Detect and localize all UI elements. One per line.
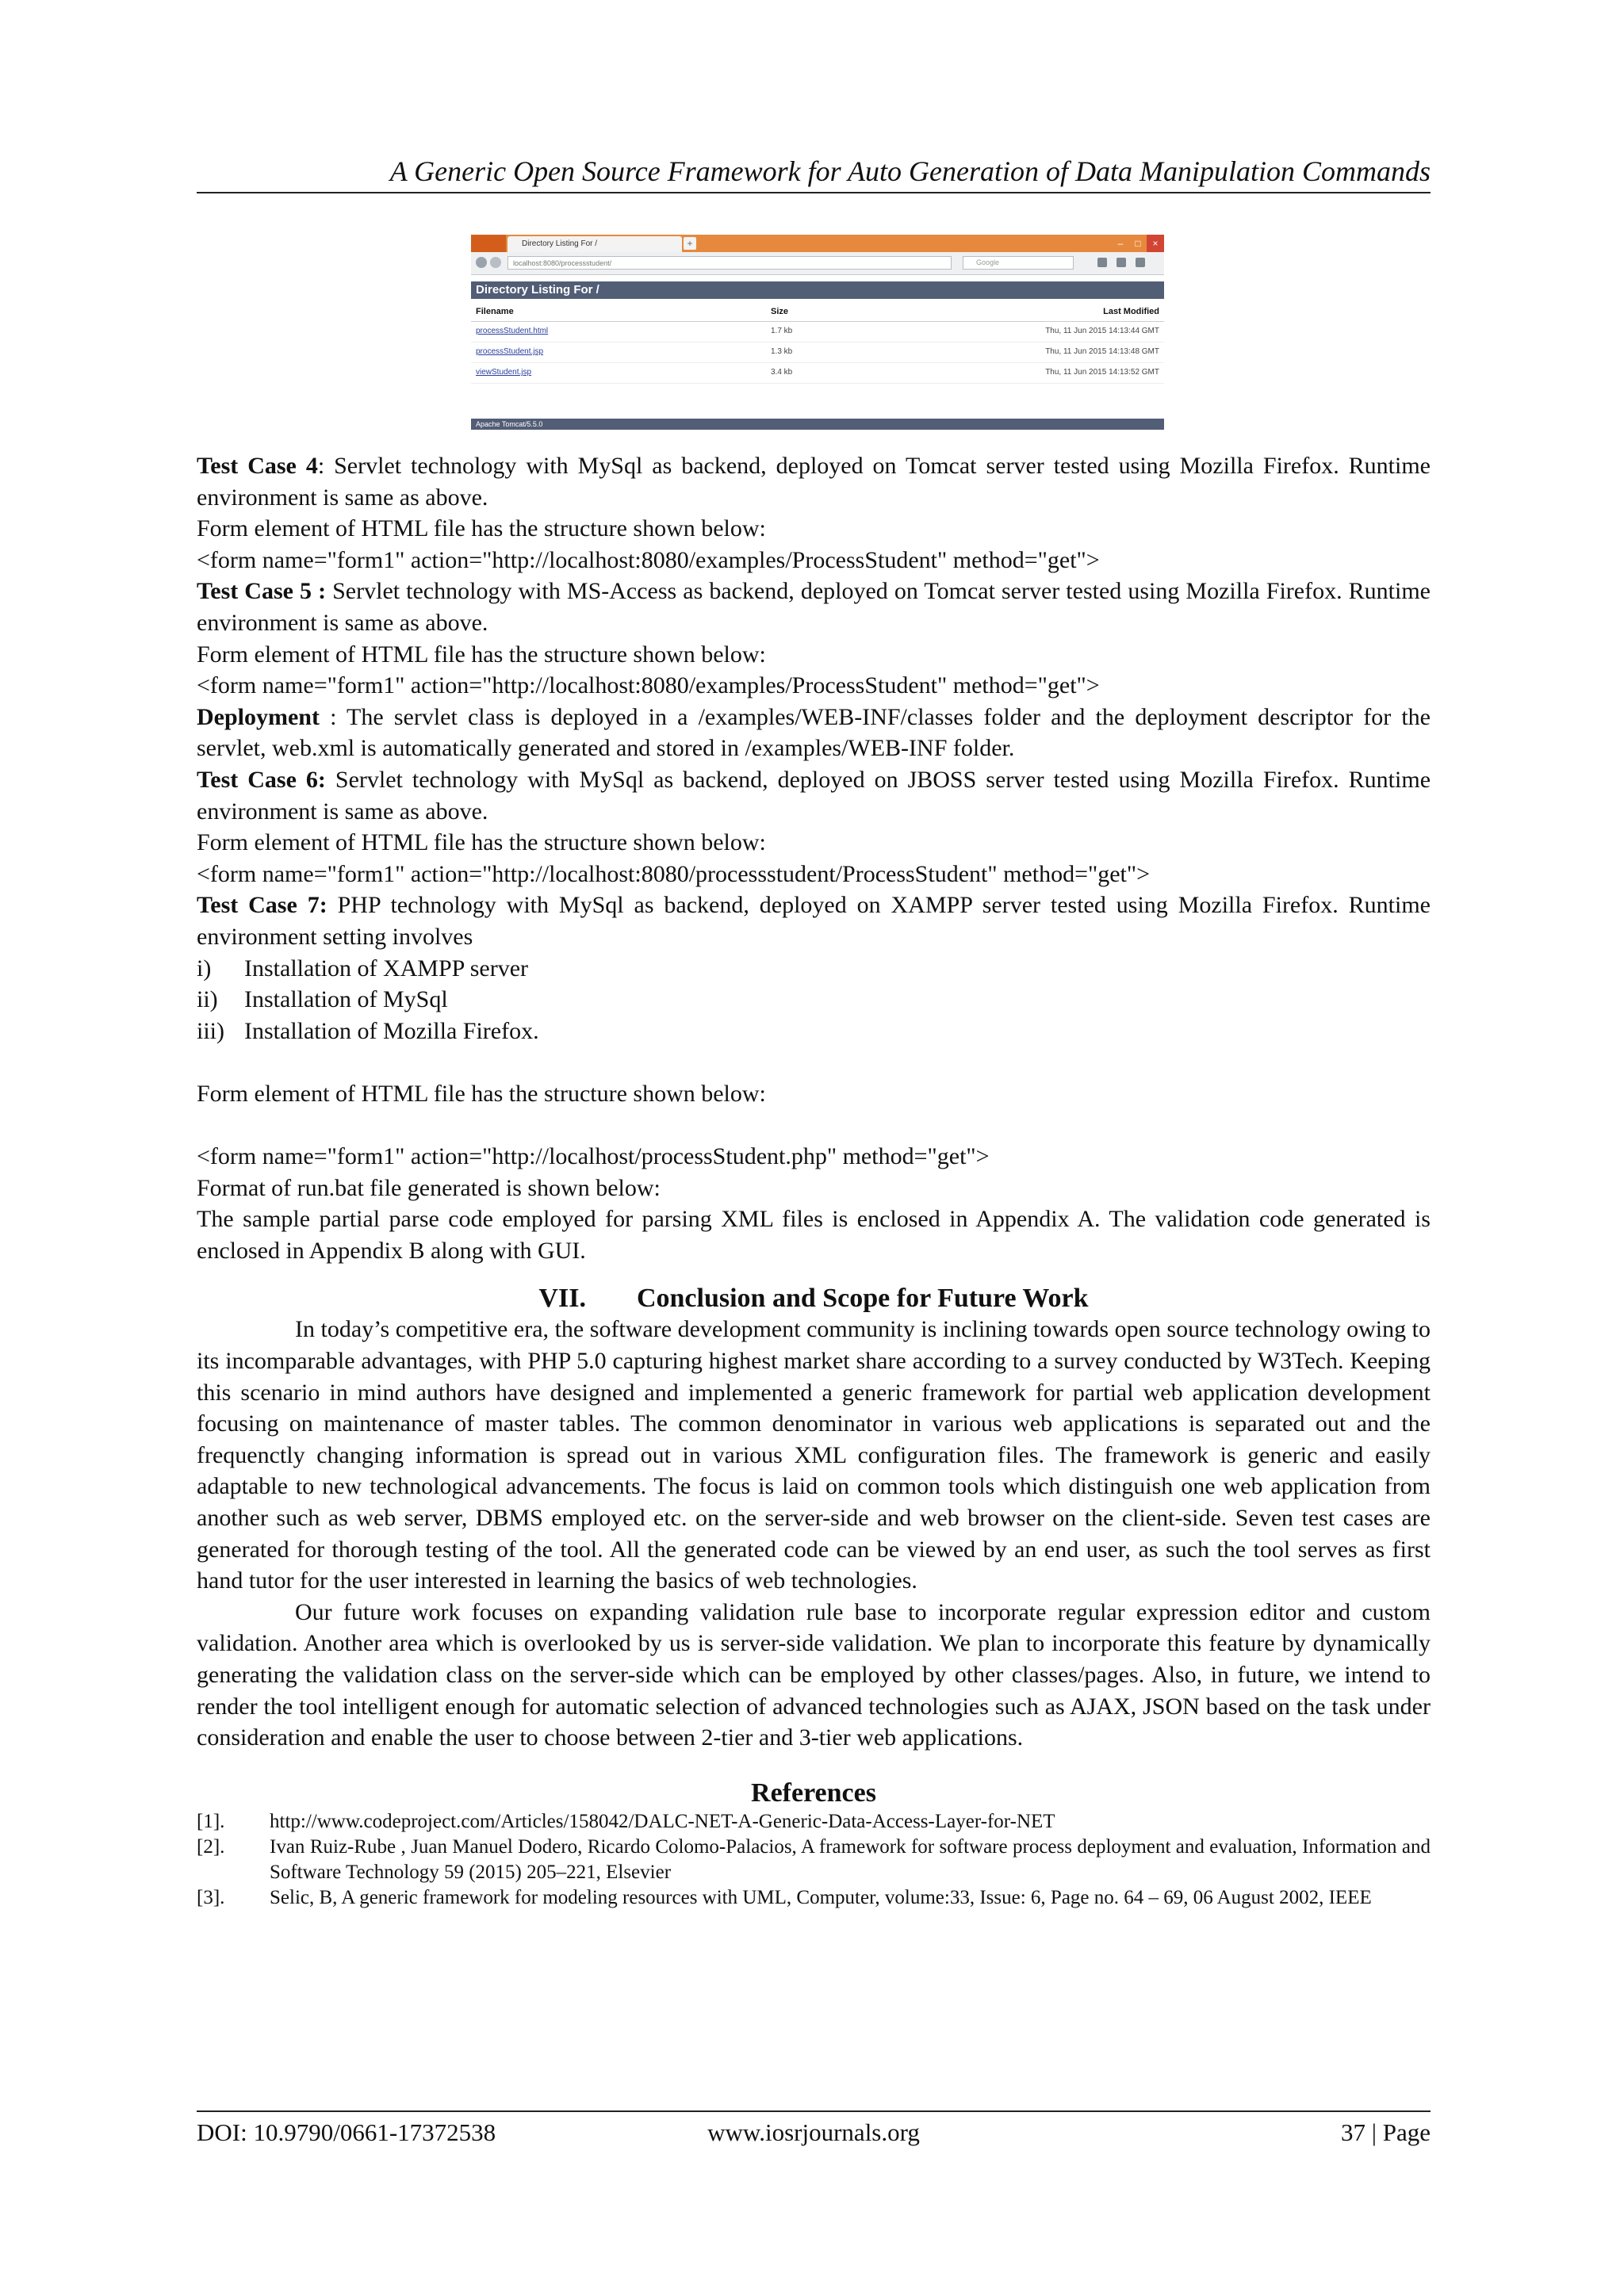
back-icon — [476, 257, 487, 268]
listing-heading: Directory Listing For / — [471, 281, 1164, 299]
footer-rule — [197, 2110, 1431, 2112]
test-case-7 — [197, 890, 1431, 952]
reference-item — [197, 1809, 1431, 1835]
reference-number: [3]. — [197, 1886, 225, 1908]
test-case-6-text: Servlet technology with MySql as backend, deployed on JBOSS server tested using Mozilla Firefox. Runtime environment is same as above. — [197, 766, 1431, 825]
bookmark-icon — [1136, 258, 1145, 267]
minimize-icon: – — [1117, 238, 1124, 249]
browser-navbar — [471, 252, 1164, 275]
maximize-icon: □ — [1135, 238, 1141, 249]
file-link: processStudent.html — [471, 322, 766, 342]
list-item-number: i) — [197, 955, 212, 982]
file-link: processStudent.jsp — [471, 342, 766, 363]
file-size: 1.3 kb — [766, 342, 934, 363]
deployment-label: Deployment — [197, 703, 320, 730]
file-modified: Thu, 11 Jun 2015 14:13:48 GMT — [934, 342, 1164, 363]
reference-text: Ivan Ruiz-Rube , Juan Manuel Dodero, Ricardo Colomo-Palacios, A framework for software process deployment and evaluation, Information and Software Technology 59 (2015) 205–221, Elsevier — [270, 1835, 1431, 1883]
spacer — [197, 1047, 1431, 1078]
form-structure-text: Form element of HTML file has the structure shown below: — [197, 1080, 766, 1107]
test-case-6-label: Test Case 6: — [197, 766, 326, 793]
conclusion-paragraph-1: In today’s competitive era, the software development community is inclining towards open source technology owing to its incomparable advantages, with PHP 5.0 capturing highest market share according to a survey conducted by W3Tech. Keeping this scenario in mind authors have designed and implemented a generic framework for partial web application development focusing on maintenance of master tables. The common denominator in various web applications is separated out and the frequenctly changing information is spread out in various XML configuration files. The framework is generic and easily adaptable to new technological advancements. The focus is laid on common tools which distinguish one web application from another such as web server, DBMS employed etc. on the server-side and web browser on the client-side. Seven test cases are generated for thorough testing of the tool. All the generated code can be viewed by an end user, as such the tool serves as first hand tutor for the user interested in learning the basics of web technologies. — [197, 1316, 1431, 1594]
table-row — [471, 342, 1164, 363]
file-modified: Thu, 11 Jun 2015 14:13:52 GMT — [934, 363, 1164, 384]
window-controls — [1112, 235, 1164, 252]
forward-icon — [490, 257, 501, 268]
column-header-last-modified: Last Modified — [934, 305, 1164, 322]
reference-number: [1]. — [197, 1810, 225, 1832]
search-icon — [1097, 258, 1107, 267]
page-number: 37 | Page — [1341, 2118, 1431, 2146]
list-item — [197, 953, 1431, 985]
form-code: <form name="form1" action="http://localhost:8080/processstudent/ProcessStudent" method="get"> — [197, 860, 1151, 887]
section-heading — [197, 1284, 1431, 1314]
deployment — [197, 702, 1431, 764]
list-item-text: Installation of XAMPP server — [244, 955, 529, 982]
list-item-text: Installation of MySql — [244, 986, 448, 1013]
reference-number: [2]. — [197, 1835, 225, 1858]
reference-text: http://www.codeproject.com/Articles/158042/DALC-NET-A-Generic-Data-Access-Layer-for-NET — [270, 1810, 1055, 1832]
search-placeholder: Google — [976, 258, 1000, 266]
deployment-text: : The servlet class is deployed in a /examples/WEB-INF/classes folder and the deployment descriptor for the servlet, web.xml is automatically generated and stored in /examples/WEB-INF folder. — [197, 703, 1431, 762]
form-code: <form name="form1" action="http://localhost:8080/examples/ProcessStudent" method="get"> — [197, 546, 1100, 573]
list-item — [197, 1016, 1431, 1047]
references-heading: References — [751, 1777, 876, 1808]
running-title: A Generic Open Source Framework for Auto Generation of Data Manipulation Commands — [389, 155, 1431, 187]
listing-table — [471, 305, 1164, 384]
file-modified: Thu, 11 Jun 2015 14:13:44 GMT — [934, 322, 1164, 342]
browser-titlebar — [471, 235, 1164, 252]
test-case-4-text: : Servlet technology with MySql as backend, deployed on Tomcat server tested using Mozilla Firefox. Runtime environment is same as above. — [197, 453, 1431, 511]
server-footer: Apache Tomcat/5.5.0 — [471, 419, 1164, 430]
journal-website: www.iosrjournals.org — [707, 2118, 920, 2146]
search-bar — [963, 256, 1074, 270]
test-case-7-label: Test Case 7: — [197, 892, 327, 919]
header-rule — [197, 192, 1431, 193]
firefox-menu-button — [471, 235, 506, 252]
form-structure-text: Form element of HTML file has the structure shown below: — [197, 829, 766, 856]
form-code: <form name="form1" action="http://localhost:8080/examples/ProcessStudent" method="get"> — [197, 672, 1100, 699]
close-icon: × — [1147, 235, 1164, 252]
list-item-number: ii) — [197, 986, 218, 1013]
home-icon — [1116, 258, 1126, 267]
reference-text: Selic, B, A generic framework for modeling resources with UML, Computer, volume:33, Issue: 6, Page no. 64 – 69, 06 August 2002, IEEE — [270, 1886, 1372, 1908]
test-case-7-text: PHP technology with MySql as backend, deployed on XAMPP server tested using Mozilla Firefox. Runtime environment setting involves — [197, 892, 1431, 950]
appendix-text: The sample partial parse code employed for parsing XML files is enclosed in Appendix A. The validation code generated is enclosed in Appendix B along with GUI. — [197, 1206, 1431, 1264]
browser-tab: Directory Listing For / — [508, 236, 682, 252]
table-row — [471, 322, 1164, 342]
reference-item — [197, 1835, 1431, 1885]
form-structure-text: Form element of HTML file has the structure shown below: — [197, 641, 766, 668]
conclusion-paragraph-2: Our future work focuses on expanding validation rule base to incorporate regular expression editor and custom validation. Another area which is overlooked by us is server-side validation. We plan to incorporate this feature by dynamically generating the validation class on the server-side which can be employed by other classes/pages. Also, in future, we intend to render the tool intelligent enough for automatic selection of advanced technologies such as AJAX, JSON based on the task under consideration and enable the user to choose between 2-tier and 3-tier web applications. — [197, 1598, 1431, 1751]
directory-listing-screenshot — [471, 235, 1164, 430]
column-header-filename: Filename — [471, 305, 766, 322]
table-row — [471, 363, 1164, 384]
runbat-text: Format of run.bat file generated is shown below: — [197, 1174, 661, 1201]
column-header-size: Size — [766, 305, 934, 322]
test-case-4-label: Test Case 4 — [197, 453, 318, 479]
section-number: VII. — [538, 1284, 586, 1314]
file-link: viewStudent.jsp — [471, 363, 766, 384]
test-case-5-text: Servlet technology with MS-Access as backend, deployed on Tomcat server tested using Mozilla Firefox. Runtime environment is same as above. — [197, 578, 1431, 636]
list-item-text: Installation of Mozilla Firefox. — [244, 1017, 539, 1044]
file-size: 3.4 kb — [766, 363, 934, 384]
form-code: <form name="form1" action="http://localhost/processStudent.php" method="get"> — [197, 1143, 990, 1170]
main-body — [197, 450, 1431, 1911]
list-item-number: iii) — [197, 1017, 224, 1044]
spacer — [197, 1109, 1431, 1141]
doi: DOI: 10.9790/0661-17372538 — [197, 2118, 496, 2146]
new-tab-icon: + — [684, 237, 696, 250]
list-item — [197, 984, 1431, 1016]
test-case-6 — [197, 764, 1431, 827]
test-case-5 — [197, 576, 1431, 638]
test-case-5-label: Test Case 5 : — [197, 578, 327, 605]
file-size: 1.7 kb — [766, 322, 934, 342]
url-bar: localhost:8080/processstudent/ — [508, 256, 952, 270]
section-title: Conclusion and Scope for Future Work — [636, 1284, 1089, 1314]
form-structure-text: Form element of HTML file has the structure shown below: — [197, 515, 766, 542]
test-case-4 — [197, 450, 1431, 513]
reference-item — [197, 1885, 1431, 1911]
